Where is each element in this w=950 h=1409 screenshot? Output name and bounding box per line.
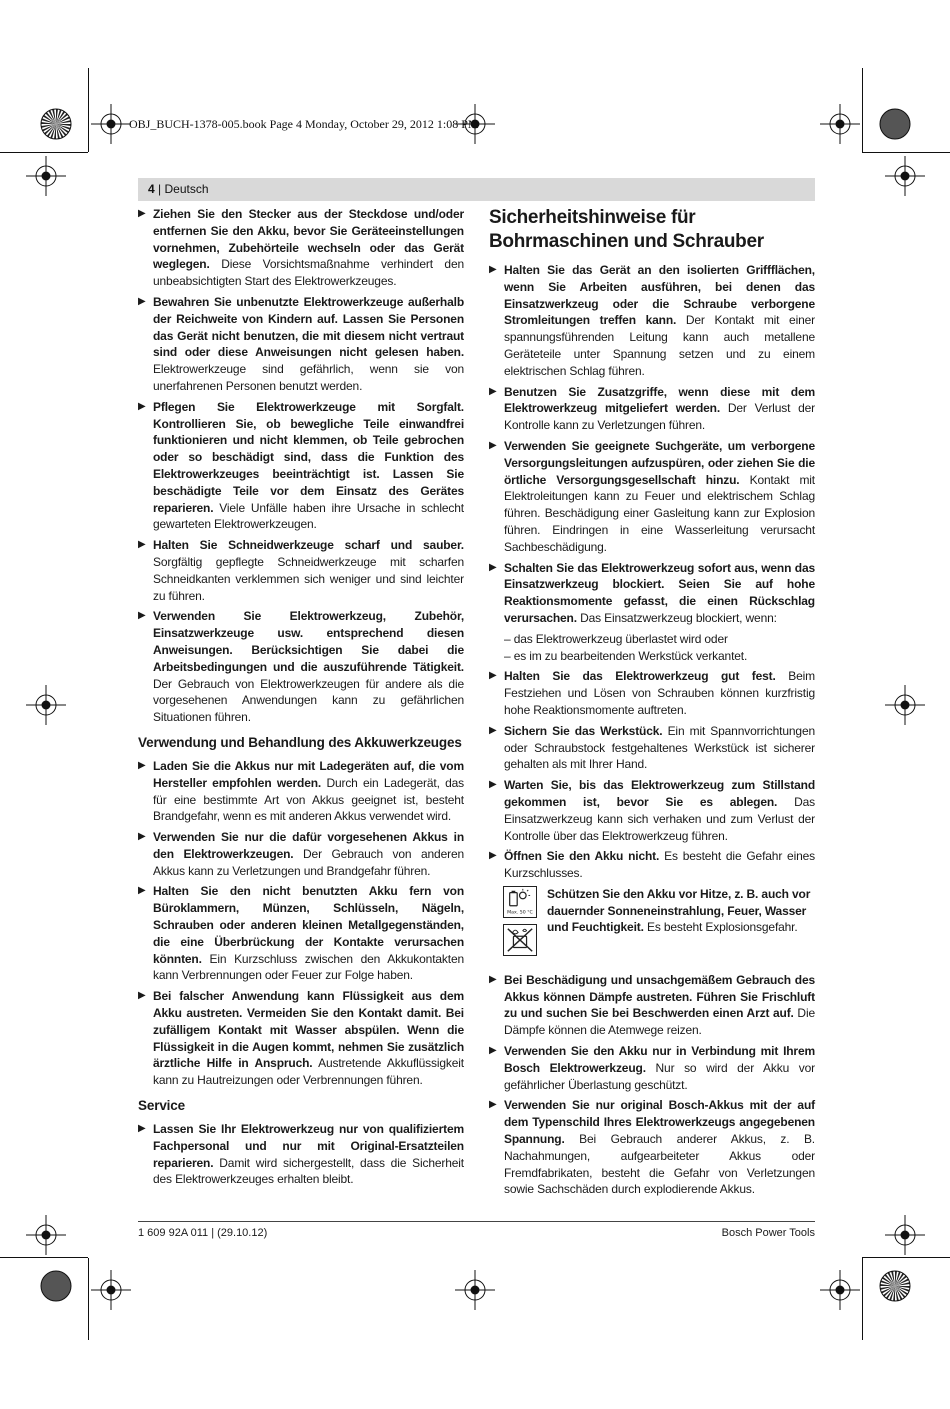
print-slug: OBJ_BUCH-1378-005.book Page 4 Monday, October 29, 2012 1:08 PM xyxy=(129,117,479,131)
bullet-triangle-icon: ▶ xyxy=(489,973,497,985)
bullet-item xyxy=(138,829,464,879)
bullet-item xyxy=(138,206,464,290)
bullet-bold-text: Halten Sie das Gerät an den isolierten Griffflächen, wenn Sie Arbeiten ausführen, bei denen das Einsatzwerkzeug oder die Schraube verborgene Stromleitungen treffen kann. xyxy=(504,263,815,328)
crop-line xyxy=(862,1258,863,1340)
bullet-item xyxy=(138,294,464,395)
bullet-triangle-icon: ▶ xyxy=(138,295,146,307)
warning-plain: Es besteht Explosionsgefahr. xyxy=(643,920,798,935)
footer-brand: Bosch Power Tools xyxy=(721,1227,815,1239)
bullet-plain-text: Die Dämpfe können die Atemwege reizen. xyxy=(504,1006,815,1038)
bullet-triangle-icon: ▶ xyxy=(489,670,497,682)
bullet-triangle-icon: ▶ xyxy=(489,779,497,791)
bullet-plain-text: Ein Kurzschluss zwischen den Akkukontakten kann Verbrennungen oder Feuer zur Folge haben. xyxy=(153,951,464,983)
registration-mark-icon xyxy=(885,1215,925,1255)
heat-warning-icon xyxy=(503,886,537,918)
bullet-item xyxy=(489,723,815,773)
bullet-item xyxy=(489,1097,815,1198)
page-number: 4 xyxy=(148,182,155,196)
bullet-item xyxy=(138,1121,464,1188)
bullet-item xyxy=(489,972,815,1039)
registration-mark-icon xyxy=(26,156,66,196)
bullet-bold-text: Lassen Sie Ihr Elektrowerkzeug nur von qualifiziertem Fachpersonal und nur mit Original-Ersatzteilen reparieren. xyxy=(153,1122,464,1170)
bullet-bold-text: Warten Sie, bis das Elektrowerkzeug zum Stillstand gekommen ist, bevor Sie es ablegen. xyxy=(504,778,815,809)
battery-list xyxy=(138,758,464,1089)
crop-line xyxy=(0,1257,88,1258)
bullet-triangle-icon: ▶ xyxy=(138,400,146,412)
registration-mark-icon xyxy=(91,104,131,144)
bullet-plain-text: Elektrowerkzeuge sind gefährlich, wenn sie von unerfahrenen Personen benutzt werden. xyxy=(153,362,464,393)
bullet-plain-text: Das Einsatzwerkzeug kann sich verhaken und zum Verlust der Kontrolle über das Elektrowerkzeug führen. xyxy=(504,794,816,843)
bullet-plain-text: Kontakt mit Elektroleitungen kann zu Feuer und elektrischem Schlag führen. Beschädigung einer Gasleitung kann zur Explosion führen. Eindringen in eine Wasserleitung verursacht Sachbeschädigung. xyxy=(504,472,815,554)
bullet-item xyxy=(489,262,815,380)
footer-rule xyxy=(138,1221,815,1222)
bullet-triangle-icon: ▶ xyxy=(138,831,146,843)
bullet-bold-text: Schalten Sie das Elektrowerkzeug sofort aus, wenn das Einsatzwerkzeug blockiert. Seien Sie auf hohe Reaktionsmomente gefasst, die einen Rückschlag verursachen. xyxy=(504,560,815,625)
bullet-item xyxy=(138,988,464,1089)
warning-bold: Schützen Sie den Akku vor Hitze, z. B. auch vor dauernder Sonneneinstrahlung, Feuer, Wasser und Feuchtigkeit. xyxy=(547,886,811,935)
header-text xyxy=(148,182,209,196)
registration-mark-icon xyxy=(26,685,66,725)
bullet-bold-text: Halten Sie den nicht benutzten Akku fern von Büroklammern, Münzen, Schlüsseln, Nägeln, Schrauben oder anderen kleinen Metallgegenständen, die eine Überbrückung der Kontakte verursachen könnten. xyxy=(153,884,464,966)
bullet-item xyxy=(489,668,815,718)
gray-patch-mark-icon xyxy=(40,1270,72,1302)
bullet-triangle-icon: ▶ xyxy=(489,561,497,573)
bullet-plain-text: Ein mit Spannvorrichtungen oder Schraubstock festgehaltenes Werkstück ist sicherer gehalten als mit Ihrer Hand. xyxy=(504,723,815,772)
bullet-bold-text: Halten Sie Schneidwerkzeuge scharf und sauber. xyxy=(153,538,464,553)
bullet-item xyxy=(489,1043,815,1093)
bullet-bold-text: Laden Sie die Akkus nur mit Ladegeräten auf, die vom Hersteller empfohlen werden. xyxy=(153,758,464,790)
bullet-plain-text: Diese Vorsichtsmaßnahme verhindert den unbeabsichtigten Start des Elektrowerkzeuges. xyxy=(153,257,464,289)
bullet-plain-text: Sorgfältig gepflegte Schneidwerkzeuge mit scharfen Schneidkanten verklemmen sich weniger und sind leichter zu führen. xyxy=(153,554,464,603)
bullet-triangle-icon: ▶ xyxy=(489,1045,497,1057)
dash-item: – es im zu bearbeitenden Werkstück verkantet. xyxy=(504,648,748,663)
header-language: Deutsch xyxy=(164,182,209,196)
section-heading-battery: Verwendung und Behandlung des Akkuwerkzeuges xyxy=(138,734,462,750)
section-heading-drills: Sicherheitshinweise für Bohrmaschinen und Schrauber xyxy=(489,207,764,252)
bullet-plain-text: Bei Gebrauch anderer Akkus, z. B. Nachahmungen, aufgearbeiteter Akkus oder Fremdfabrikaten, besteht die Gefahr von Verletzungen sowie Sachschäden durch explodierende Akkus. xyxy=(504,1132,815,1197)
crop-line xyxy=(0,152,88,153)
bullet-triangle-icon: ▶ xyxy=(138,539,146,551)
bullet-triangle-icon: ▶ xyxy=(138,885,146,897)
gray-patch-mark-icon xyxy=(879,108,911,140)
registration-mark-icon xyxy=(820,1270,860,1310)
bullet-item xyxy=(489,777,815,844)
bullet-plain-text: Beim Festziehen und Lösen von Schrauben können kurzfristig hohe Reaktionsmomente auftreten. xyxy=(504,669,815,717)
bullet-triangle-icon: ▶ xyxy=(138,208,146,219)
bullet-triangle-icon: ▶ xyxy=(489,439,497,451)
bullet-bold-text: Verwenden Sie geeignete Suchgeräte, um verborgene Versorgungsleitungen aufzuspüren, oder ziehen Sie die örtliche Versorgungsgesellschaft hinzu. xyxy=(504,438,815,487)
bullet-plain-text: Viele Unfälle haben ihre Ursache in schlecht gewarteten Elektrowerkzeugen. xyxy=(153,500,464,532)
bullet-bold-text: Bei Beschädigung und unsachgemäßem Gebrauch des Akkus können Dämpfe austreten. Führen Sie Frischluft zu und suchen Sie bei Beschwerden einen Arzt auf. xyxy=(504,972,815,1021)
registration-mark-icon xyxy=(885,156,925,196)
header-separator: | xyxy=(154,182,165,196)
bullet-item xyxy=(138,883,464,984)
footer-doc-number: 1 609 92A 011 | (29.10.12) xyxy=(138,1227,268,1239)
left-column xyxy=(138,206,464,1192)
bullet-bold-text: Verwenden Sie den Akku nur in Verbindung mit Ihrem Bosch Elektrowerkzeug. xyxy=(504,1044,815,1075)
page-header xyxy=(138,178,815,201)
warning-text xyxy=(547,886,815,936)
battery-warning xyxy=(489,886,815,962)
bullet-item xyxy=(138,399,464,533)
no-water-icon xyxy=(503,924,537,956)
registration-mark-icon xyxy=(26,1215,66,1255)
bullet-item xyxy=(138,608,464,726)
bullet-bold-text: Halten Sie das Elektrowerkzeug gut fest. xyxy=(504,669,776,684)
service-list xyxy=(138,1121,464,1188)
bullet-triangle-icon: ▶ xyxy=(138,610,146,622)
bullet-plain-text: Das Einsatzwerkzeug blockiert, wenn: xyxy=(576,610,777,625)
crop-line xyxy=(88,68,89,152)
bullet-bold-text: Benutzen Sie Zusatzgriffe, wenn diese mit dem Elektrowerkzeug mitgeliefert werden. xyxy=(504,384,815,416)
bullet-triangle-icon: ▶ xyxy=(138,990,146,1002)
bullet-bold-text: Verwenden Sie nur die dafür vorgesehenen Akkus in den Elektrowerkzeugen. xyxy=(153,830,464,861)
bullet-triangle-icon: ▶ xyxy=(138,759,146,771)
crop-line xyxy=(862,1257,950,1258)
bullet-triangle-icon: ▶ xyxy=(138,1123,146,1135)
bullet-bold-text: Ziehen Sie den Stecker aus der Steckdose und/oder entfernen Sie den Akku, bevor Sie Geräteeinstellungen vornehmen, Zubehörteile wechseln oder das Gerät weglegen. xyxy=(153,207,464,272)
color-bar-mark-icon xyxy=(879,1270,911,1302)
bullet-plain-text: Der Kontakt mit einer spannungsführenden Leitung kann auch metallene Geräteteile unter Spannung setzen und zu einem elektrischen Schlag führen. xyxy=(504,313,815,378)
heat-label: Max. 50 °C xyxy=(507,910,533,916)
bullet-item xyxy=(489,560,815,627)
dash-item: – das Elektrowerkzeug überlastet wird oder xyxy=(504,631,728,646)
crop-line xyxy=(88,1258,89,1340)
bullet-bold-text: Bewahren Sie unbenutzte Elektrowerkzeuge außerhalb der Reichweite von Kindern auf. Lassen Sie Personen das Gerät nicht benutzen, die mit diesem nicht vertraut sind oder diese Anweisungen nicht gelesen haben. xyxy=(153,294,464,360)
drill-safety-list xyxy=(489,262,815,882)
bullet-triangle-icon: ▶ xyxy=(489,1099,497,1111)
bullet-item xyxy=(138,537,464,604)
bullet-bold-text: Verwenden Sie Elektrowerkzeug, Zubehör, Einsatzwerkzeuge usw. entsprechend diesen Anweisungen. Berücksichtigen Sie dabei die Arbeitsbedingungen und die auszuführende Tätigkeit. xyxy=(153,609,464,674)
bullet-item xyxy=(489,384,815,434)
bullet-item xyxy=(489,438,815,556)
bullet-plain-text: Der Gebrauch von Elektrowerkzeugen für andere als die vorgesehenen Anwendungen kann zu gefährlichen Situationen führen. xyxy=(153,676,464,725)
bullet-plain-text: Nur so wird der Akku vor gefährlicher Überlastung geschützt. xyxy=(504,1060,815,1092)
crop-line xyxy=(862,152,950,153)
section-heading-service: Service xyxy=(138,1098,185,1114)
bullet-triangle-icon: ▶ xyxy=(489,385,497,397)
bullet-bold-text: Pflegen Sie Elektrowerkzeuge mit Sorgfalt. Kontrollieren Sie, ob bewegliche Teile einwandfrei funktionieren und nicht klemmen, ob Teile gebrochen oder so beschädigt sind, dass die Funktion des Elektrowerkzeuges beeinträchtigt ist. Lassen Sie beschädigte Teile vor dem Einsatz des Gerätes reparieren. xyxy=(153,399,464,515)
registration-mark-icon xyxy=(820,104,860,144)
bullet-plain-text: Austretende Akkuflüssigkeit kann zu Hautreizungen oder Verbrennungen führen. xyxy=(153,1056,464,1088)
bullet-plain-text: Damit wird sichergestellt, dass die Sicherheit des Elektrowerkzeuges erhalten bleibt. xyxy=(153,1155,464,1187)
bullet-plain-text: Der Verlust der Kontrolle kann zu Verletzungen führen. xyxy=(504,401,815,433)
bullet-triangle-icon: ▶ xyxy=(489,850,497,862)
bullet-bold-text: Bei falscher Anwendung kann Flüssigkeit aus dem Akku austreten. Vermeiden Sie den Kontakt damit. Bei zufälligem Kontakt mit Wasser abspülen. Wenn die Flüssigkeit in die Augen kommt, nehmen Sie zusätzlich ärztliche Hilfe in Anspruch. xyxy=(153,989,464,1071)
color-bar-mark-icon xyxy=(40,108,72,140)
right-column xyxy=(489,206,815,1202)
left-list xyxy=(138,206,464,726)
crop-line xyxy=(862,68,863,152)
battery-safety-list xyxy=(489,972,815,1198)
bullet-item xyxy=(138,758,464,825)
bullet-plain-text: Es besteht die Gefahr eines Kurzschlusses. xyxy=(504,849,815,881)
bullet-triangle-icon: ▶ xyxy=(489,264,497,275)
bullet-plain-text: Der Gebrauch von anderen Akkus kann zu Verletzungen und Brandgefahr führen. xyxy=(153,846,465,878)
registration-mark-icon xyxy=(455,1270,495,1310)
bullet-bold-text: Verwenden Sie nur original Bosch-Akkus mit der auf dem Typenschild Ihres Elektrowerkzeugs angegebenen Spannung. xyxy=(504,1098,815,1147)
bullet-triangle-icon: ▶ xyxy=(489,724,497,736)
bullet-plain-text: Durch ein Ladegerät, das für eine bestimmte Art von Akkus geeignet ist, besteht Brandgefahr, wenn es mit anderen Akkus verwendet wird. xyxy=(153,775,464,824)
bullet-bold-text: Öffnen Sie den Akku nicht. xyxy=(504,849,660,864)
registration-mark-icon xyxy=(91,1270,131,1310)
registration-mark-icon xyxy=(885,685,925,725)
bullet-item xyxy=(489,848,815,882)
bullet-bold-text: Sichern Sie das Werkstück. xyxy=(504,723,663,738)
